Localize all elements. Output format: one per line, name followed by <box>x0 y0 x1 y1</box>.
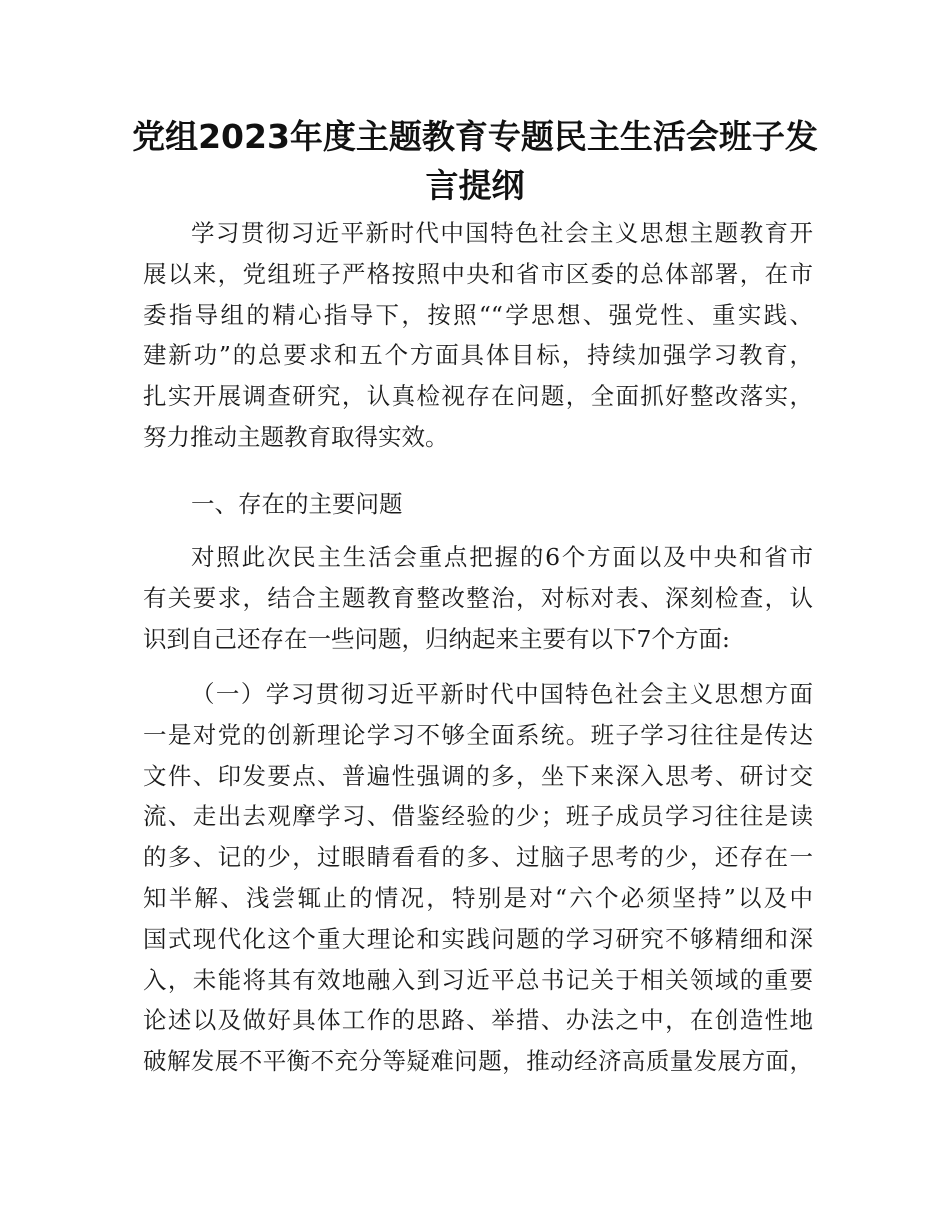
text-line: 知半解、浅尝辄止的情况，特别是对“六个必须坚持”以及中 <box>143 883 813 912</box>
text-line: 一、存在的主要问题 <box>191 490 403 518</box>
subsection-paragraph <box>143 674 813 1082</box>
text-line: 委指导组的精心指导下，按照““学思想、强党性、重实践、 <box>143 300 813 329</box>
intro-paragraph <box>143 213 813 458</box>
title-line: 党组2023年度主题教育专题民主生活会班子发 <box>132 117 818 156</box>
section-intro-paragraph <box>143 537 813 659</box>
text-line: 破解发展不平衡不充分等疑难问题，推动经济高质量发展方面， <box>143 1047 813 1076</box>
text-line: 识到自己还存在一些问题，归纳起来主要有以下7个方面: <box>143 624 730 653</box>
text-line: 入，未能将其有效地融入到习近平总书记关于相关领域的重要 <box>143 965 813 994</box>
text-line: 一是对党的创新理论学习不够全面系统。班子学习往往是传达 <box>143 720 813 749</box>
text-line: 国式现代化这个重大理论和实践问题的学习研究不够精细和深 <box>143 924 813 953</box>
subsection-heading: （一）学习贯彻习近平新时代中国特色社会主义思想方面 <box>191 680 813 708</box>
text-line: 展以来，党组班子严格按照中央和省市区委的总体部署，在市 <box>143 259 813 288</box>
text-line: 努力推动主题教育取得实效。 <box>143 422 449 451</box>
section-heading <box>143 484 813 525</box>
text-line: 学习贯彻习近平新时代中国特色社会主义思想主题教育开 <box>191 219 813 247</box>
text-line: 建新功”的总要求和五个方面具体目标，持续加强学习教育， <box>143 341 813 370</box>
text-line: 论述以及做好具体工作的思路、举措、办法之中，在创造性地 <box>143 1006 813 1035</box>
text-line: 流、走出去观摩学习、借鉴经验的少；班子成员学习往往是读 <box>143 802 813 831</box>
text-line: 扎实开展调查研究，认真检视存在问题，全面抓好整改落实， <box>143 382 813 411</box>
text-line: 的多、记的少，过眼睛看看的多、过脑子思考的少，还存在一 <box>143 843 813 872</box>
text-line: 对照此次民主生活会重点把握的6个方面以及中央和省市 <box>191 543 813 571</box>
document-title <box>130 112 820 210</box>
text-line: 有关要求，结合主题教育整改整治，对标对表、深刻检查，认 <box>143 583 813 612</box>
title-line: 言提纲 <box>425 166 525 205</box>
text-line: 文件、印发要点、普遍性强调的多，坐下来深入思考、研讨交 <box>143 761 813 790</box>
